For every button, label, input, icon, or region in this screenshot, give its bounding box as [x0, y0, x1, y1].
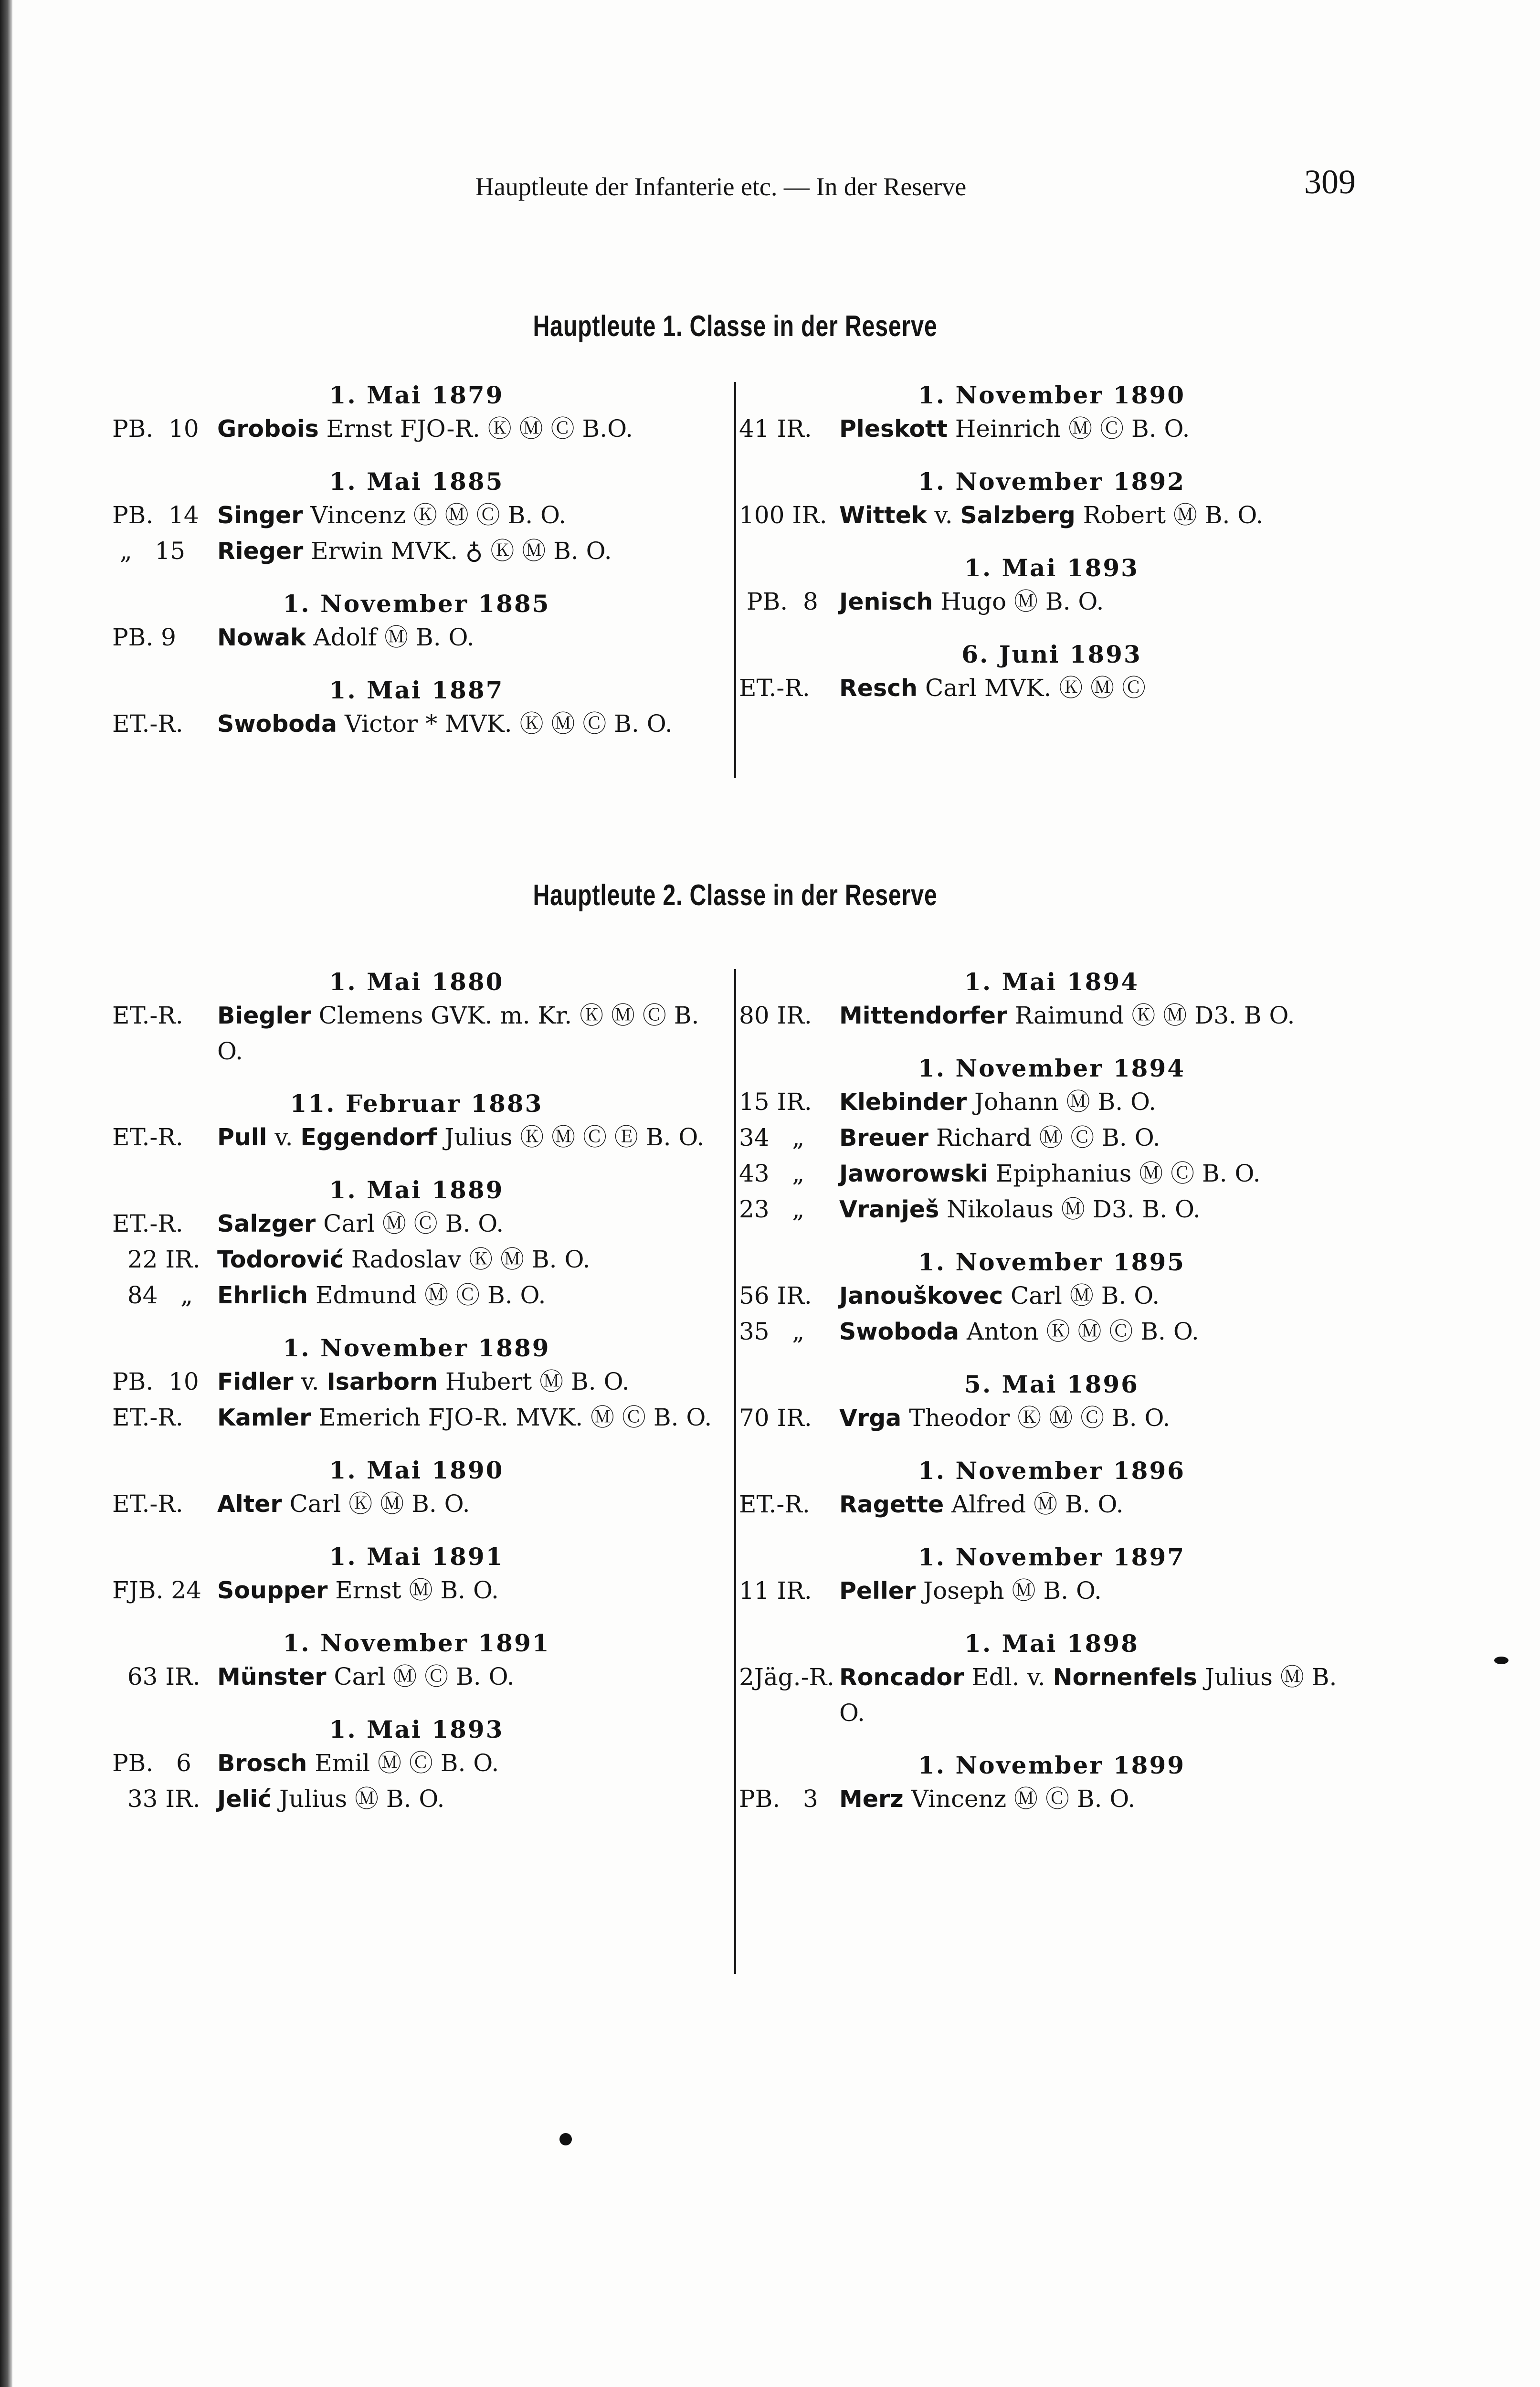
date-heading: 1. November 1889 [283, 1334, 550, 1362]
unit-designation: PB. 9 [112, 623, 176, 651]
column-rule-1 [734, 382, 736, 778]
officer-surname: Soupper [217, 1577, 328, 1604]
entry-row [739, 411, 1364, 447]
officer-surname: Salzger [217, 1210, 316, 1237]
entry-text [217, 411, 721, 447]
entry-row [112, 1486, 721, 1522]
unit-designation: ET.-R. [112, 1002, 183, 1029]
name-particle: v. [927, 501, 960, 529]
officer-surname: Alter [217, 1490, 282, 1518]
date-group [739, 1246, 1364, 1350]
entry-text [839, 1314, 1364, 1350]
officer-details: Epiphanius Ⓜ Ⓒ B. O. [995, 1160, 1261, 1187]
date-heading: 1. Mai 1885 [329, 467, 504, 496]
entry-row [739, 1084, 1364, 1120]
ink-spot [559, 2133, 572, 2145]
unit-designation: ET.-R. [112, 1123, 183, 1151]
entry-row [112, 706, 721, 742]
date-group [112, 1541, 721, 1608]
entry-row [112, 1573, 721, 1608]
entry-text [217, 1659, 721, 1695]
officer-details: Vincenz Ⓚ Ⓜ Ⓒ B. O. [310, 501, 566, 529]
officer-details: Edmund Ⓜ Ⓒ B. O. [315, 1281, 546, 1309]
entry-row [739, 998, 1364, 1034]
date-group [739, 466, 1364, 533]
unit-designation: 63 IR. [112, 1663, 200, 1690]
entry-row [739, 1192, 1364, 1227]
officer-details: Johann Ⓜ B. O. [974, 1088, 1156, 1116]
date-group [112, 675, 721, 742]
date-group [112, 466, 721, 569]
date-group [739, 552, 1364, 620]
officer-details: Heinrich Ⓜ Ⓒ B. O. [955, 415, 1190, 443]
name-particle: Edl. v. [964, 1663, 1053, 1691]
officer-surname: Nowak [217, 624, 306, 651]
unit-designation: FJB. 24 [112, 1576, 201, 1604]
unit-designation: 70 IR. [739, 1404, 812, 1432]
entry-row [112, 1278, 721, 1313]
entry-row [112, 1206, 721, 1242]
entry-row [739, 1314, 1364, 1350]
entry-row [112, 1659, 721, 1695]
officer-details: Julius Ⓜ B. O. [279, 1785, 445, 1813]
date-group [112, 1088, 721, 1155]
date-group [739, 1455, 1364, 1522]
date-heading: 1. November 1890 [918, 381, 1186, 409]
officer-details: Vincenz Ⓜ Ⓒ B. O. [911, 1785, 1136, 1813]
date-heading: 11. Februar 1883 [290, 1089, 543, 1118]
entry-row [739, 497, 1364, 533]
officer-details: Carl Ⓜ Ⓒ B. O. [323, 1210, 504, 1237]
officer-surname: Biegler [217, 1002, 311, 1029]
entry-text [839, 670, 1364, 706]
date-group [739, 1369, 1364, 1436]
unit-designation: PB. 14 [112, 501, 199, 529]
entry-text [217, 1486, 721, 1522]
section-2-right-column [739, 966, 1364, 1817]
unit-designation: PB. 6 [112, 1749, 191, 1777]
unit-designation: PB. 10 [112, 1368, 199, 1395]
unit-designation: ET.-R. [112, 710, 183, 738]
date-heading: 6. Juni 1893 [961, 640, 1142, 668]
entry-row [739, 1659, 1364, 1731]
section-title-1: Hauptleute 1. Classe in der Reserve [533, 310, 938, 343]
entry-row [739, 1487, 1364, 1522]
name-particle: v. [267, 1123, 301, 1151]
entry-text [217, 497, 721, 533]
officer-details: Clemens GVK. m. Kr. Ⓚ Ⓜ Ⓒ B. O. [217, 1002, 699, 1065]
officer-surname: Singer [217, 502, 303, 529]
date-heading: 1. Mai 1887 [329, 676, 504, 704]
date-group [112, 966, 721, 1069]
officer-surname: Wittek [839, 502, 927, 529]
unit-designation: 33 IR. [112, 1785, 200, 1813]
section-2-left-column [112, 966, 721, 1817]
date-heading: 1. November 1899 [918, 1751, 1186, 1779]
date-group [112, 1627, 721, 1695]
column-rule-2 [734, 969, 736, 1974]
officer-surname: Breuer [839, 1124, 929, 1151]
officer-details: Emil Ⓜ Ⓒ B. O. [315, 1749, 499, 1777]
officer-surname: Swoboda [839, 1318, 960, 1345]
officer-predicate: Isarborn [327, 1368, 438, 1395]
officer-surname: Kamler [217, 1404, 311, 1431]
date-heading: 1. Mai 1894 [964, 968, 1139, 996]
entry-text [217, 998, 721, 1069]
unit-designation: PB. 8 [739, 588, 818, 615]
officer-surname: Vrga [839, 1405, 902, 1432]
name-particle: v. [293, 1368, 327, 1395]
unit-designation: PB. 10 [112, 415, 199, 443]
officer-details: Julius Ⓚ Ⓜ Ⓒ Ⓔ B. O. [444, 1123, 705, 1151]
officer-details: Radoslav Ⓚ Ⓜ B. O. [351, 1246, 591, 1273]
entry-row [739, 1278, 1364, 1314]
entry-text [839, 1084, 1364, 1120]
officer-surname: Jaworowski [839, 1160, 988, 1187]
date-heading: 5. Mai 1896 [964, 1370, 1139, 1398]
entry-row [112, 1242, 721, 1278]
date-group [739, 1542, 1364, 1609]
unit-designation: 84 „ [112, 1281, 193, 1309]
unit-designation: ET.-R. [112, 1404, 183, 1431]
officer-details: Victor * MVK. Ⓚ Ⓜ Ⓒ B. O. [345, 710, 673, 738]
unit-designation: 2Jäg.-R. [739, 1663, 834, 1691]
unit-designation: 11 IR. [739, 1577, 812, 1605]
unit-designation: 100 IR. [739, 501, 827, 529]
officer-details: Emerich FJO-R. MVK. Ⓜ Ⓒ B. O. [318, 1404, 712, 1431]
officer-details: Joseph Ⓜ B. O. [923, 1577, 1102, 1605]
unit-designation: ET.-R. [112, 1210, 183, 1237]
officer-surname: Janouškovec [839, 1282, 1003, 1310]
date-group [739, 1053, 1364, 1227]
officer-details: Ernst FJO-R. Ⓚ Ⓜ Ⓒ B.O. [326, 415, 633, 443]
entry-text [217, 1573, 721, 1608]
unit-designation: 80 IR. [739, 1002, 812, 1029]
officer-details: Richard Ⓜ Ⓒ B. O. [936, 1124, 1160, 1151]
entry-text [217, 620, 721, 655]
unit-designation: 35 „ [739, 1318, 805, 1345]
entry-text [217, 1206, 721, 1242]
officer-surname: Vranješ [839, 1196, 939, 1223]
entry-row [112, 1781, 721, 1817]
officer-details: Hugo Ⓜ B. O. [940, 588, 1104, 615]
entry-text [839, 1781, 1364, 1817]
unit-designation: ET.-R. [739, 674, 810, 702]
officer-surname: Ehrlich [217, 1282, 308, 1309]
entry-text [217, 533, 721, 569]
officer-surname: Pleskott [839, 415, 948, 443]
officer-details: Carl Ⓜ Ⓒ B. O. [334, 1663, 515, 1690]
entry-row [112, 533, 721, 569]
entry-text [217, 1120, 721, 1155]
date-group [112, 1174, 721, 1313]
date-heading: 1. November 1894 [918, 1054, 1186, 1082]
ink-spot [1494, 1657, 1508, 1664]
date-group [739, 1628, 1364, 1731]
date-group [739, 639, 1364, 706]
officer-details: Julius Ⓜ B. O. [839, 1663, 1337, 1727]
officer-details: Theodor Ⓚ Ⓜ Ⓒ B. O. [909, 1404, 1171, 1432]
entry-text [217, 1745, 721, 1781]
entry-text [839, 1400, 1364, 1436]
officer-surname: Peller [839, 1577, 916, 1605]
officer-surname: Swoboda [217, 710, 338, 738]
unit-designation: 34 „ [739, 1124, 805, 1151]
officer-predicate: Salzberg [960, 502, 1076, 529]
entry-row [739, 1156, 1364, 1192]
date-heading: 1. Mai 1879 [329, 381, 504, 409]
date-group [739, 966, 1364, 1034]
entry-row [112, 411, 721, 447]
officer-details: Erwin MVK. ♁ Ⓚ Ⓜ B. O. [311, 537, 612, 565]
entry-row [739, 1400, 1364, 1436]
entry-text [217, 706, 721, 742]
officer-surname: Pull [217, 1124, 267, 1151]
officer-surname: Fidler [217, 1368, 294, 1395]
section-1-right-column [739, 380, 1364, 706]
officer-surname: Grobois [217, 415, 319, 443]
officer-surname: Rieger [217, 538, 304, 565]
entry-text [217, 1242, 721, 1278]
date-heading: 1. Mai 1898 [964, 1629, 1139, 1658]
entry-text [839, 1659, 1364, 1731]
unit-designation: ET.-R. [112, 1490, 183, 1518]
officer-surname: Merz [839, 1785, 904, 1813]
entry-text [217, 1781, 721, 1817]
officer-surname: Resch [839, 675, 918, 702]
entry-row [112, 620, 721, 655]
officer-surname: Ragette [839, 1491, 944, 1518]
entry-text [839, 1120, 1364, 1156]
scan-page-edge [0, 0, 12, 2387]
officer-surname: Brosch [217, 1750, 307, 1777]
entry-text [839, 584, 1364, 620]
date-heading: 1. November 1897 [918, 1543, 1186, 1571]
section-1-left-column [112, 380, 721, 742]
date-heading: 1. Mai 1890 [329, 1456, 504, 1484]
running-title: Hauptleute der Infanterie etc. — In der Reserve [475, 172, 967, 201]
officer-details: Raimund Ⓚ Ⓜ D3. B O. [1015, 1002, 1295, 1029]
date-heading: 1. Mai 1893 [964, 554, 1139, 582]
officer-surname: Mittendorfer [839, 1002, 1008, 1029]
section-title-2: Hauptleute 2. Classe in der Reserve [533, 879, 938, 912]
entry-text [839, 497, 1364, 533]
unit-designation: 41 IR. [739, 415, 812, 443]
officer-surname: Jelić [217, 1785, 272, 1813]
date-group [739, 1750, 1364, 1817]
entry-row [112, 1364, 721, 1400]
entry-text [839, 1573, 1364, 1609]
entry-row [739, 1120, 1364, 1156]
officer-surname: Klebinder [839, 1088, 967, 1116]
unit-designation: 15 IR. [739, 1088, 812, 1116]
officer-surname: Todorović [217, 1246, 344, 1273]
date-heading: 1. November 1892 [918, 467, 1186, 496]
date-heading: 1. November 1895 [918, 1248, 1186, 1276]
entry-row [112, 1400, 721, 1436]
unit-designation: ET.-R. [739, 1490, 810, 1518]
officer-details: Hubert Ⓜ B. O. [445, 1368, 630, 1395]
date-heading: 1. Mai 1893 [329, 1715, 504, 1743]
entry-row [739, 1781, 1364, 1817]
entry-row [739, 584, 1364, 620]
officer-predicate: Nornenfels [1053, 1664, 1197, 1691]
unit-designation: 22 IR. [112, 1246, 200, 1273]
entry-text [839, 1278, 1364, 1314]
entry-text [839, 1487, 1364, 1522]
entry-row [739, 670, 1364, 706]
page-number: 309 [1304, 163, 1356, 201]
date-heading: 1. Mai 1880 [329, 968, 504, 996]
officer-details: Robert Ⓜ B. O. [1083, 501, 1264, 529]
officer-details: Ernst Ⓜ B. O. [335, 1576, 499, 1604]
officer-details: Nikolaus Ⓜ D3. B. O. [947, 1195, 1201, 1223]
date-group [112, 1332, 721, 1436]
officer-details: Anton Ⓚ Ⓜ Ⓒ B. O. [967, 1318, 1199, 1345]
unit-designation: 23 „ [739, 1195, 805, 1223]
officer-surname: Roncador [839, 1664, 964, 1691]
entry-row [112, 1745, 721, 1781]
entry-text [217, 1400, 721, 1436]
officer-details: Alfred Ⓜ B. O. [951, 1490, 1124, 1518]
officer-surname: Münster [217, 1663, 327, 1690]
officer-details: Carl Ⓜ B. O. [1010, 1282, 1160, 1310]
date-heading: 1. November 1891 [283, 1629, 550, 1657]
entry-row [112, 497, 721, 533]
unit-designation: „ 15 [112, 537, 186, 565]
entry-row [112, 1120, 721, 1155]
entry-text [839, 1156, 1364, 1192]
officer-surname: Jenisch [839, 588, 933, 615]
entry-text [839, 411, 1364, 447]
entry-text [839, 998, 1364, 1034]
entry-text [839, 1192, 1364, 1227]
officer-predicate: Eggendorf [300, 1124, 437, 1151]
unit-designation: 56 IR. [739, 1282, 812, 1310]
entry-text [217, 1364, 721, 1400]
date-group [112, 588, 721, 655]
unit-designation: 43 „ [739, 1160, 805, 1187]
date-heading: 1. Mai 1889 [329, 1176, 504, 1204]
entry-text [217, 1278, 721, 1313]
date-group [112, 1455, 721, 1522]
date-group [112, 1714, 721, 1817]
date-heading: 1. November 1896 [918, 1457, 1186, 1485]
date-heading: 1. Mai 1891 [329, 1542, 504, 1571]
entry-row [739, 1573, 1364, 1609]
date-heading: 1. November 1885 [283, 590, 550, 618]
unit-designation: PB. 3 [739, 1785, 818, 1813]
officer-details: Adolf Ⓜ B. O. [313, 623, 475, 651]
date-group [739, 380, 1364, 447]
officer-details: Carl MVK. Ⓚ Ⓜ Ⓒ [925, 674, 1146, 702]
date-group [112, 380, 721, 447]
officer-details: Carl Ⓚ Ⓜ B. O. [289, 1490, 470, 1518]
entry-row [112, 998, 721, 1069]
